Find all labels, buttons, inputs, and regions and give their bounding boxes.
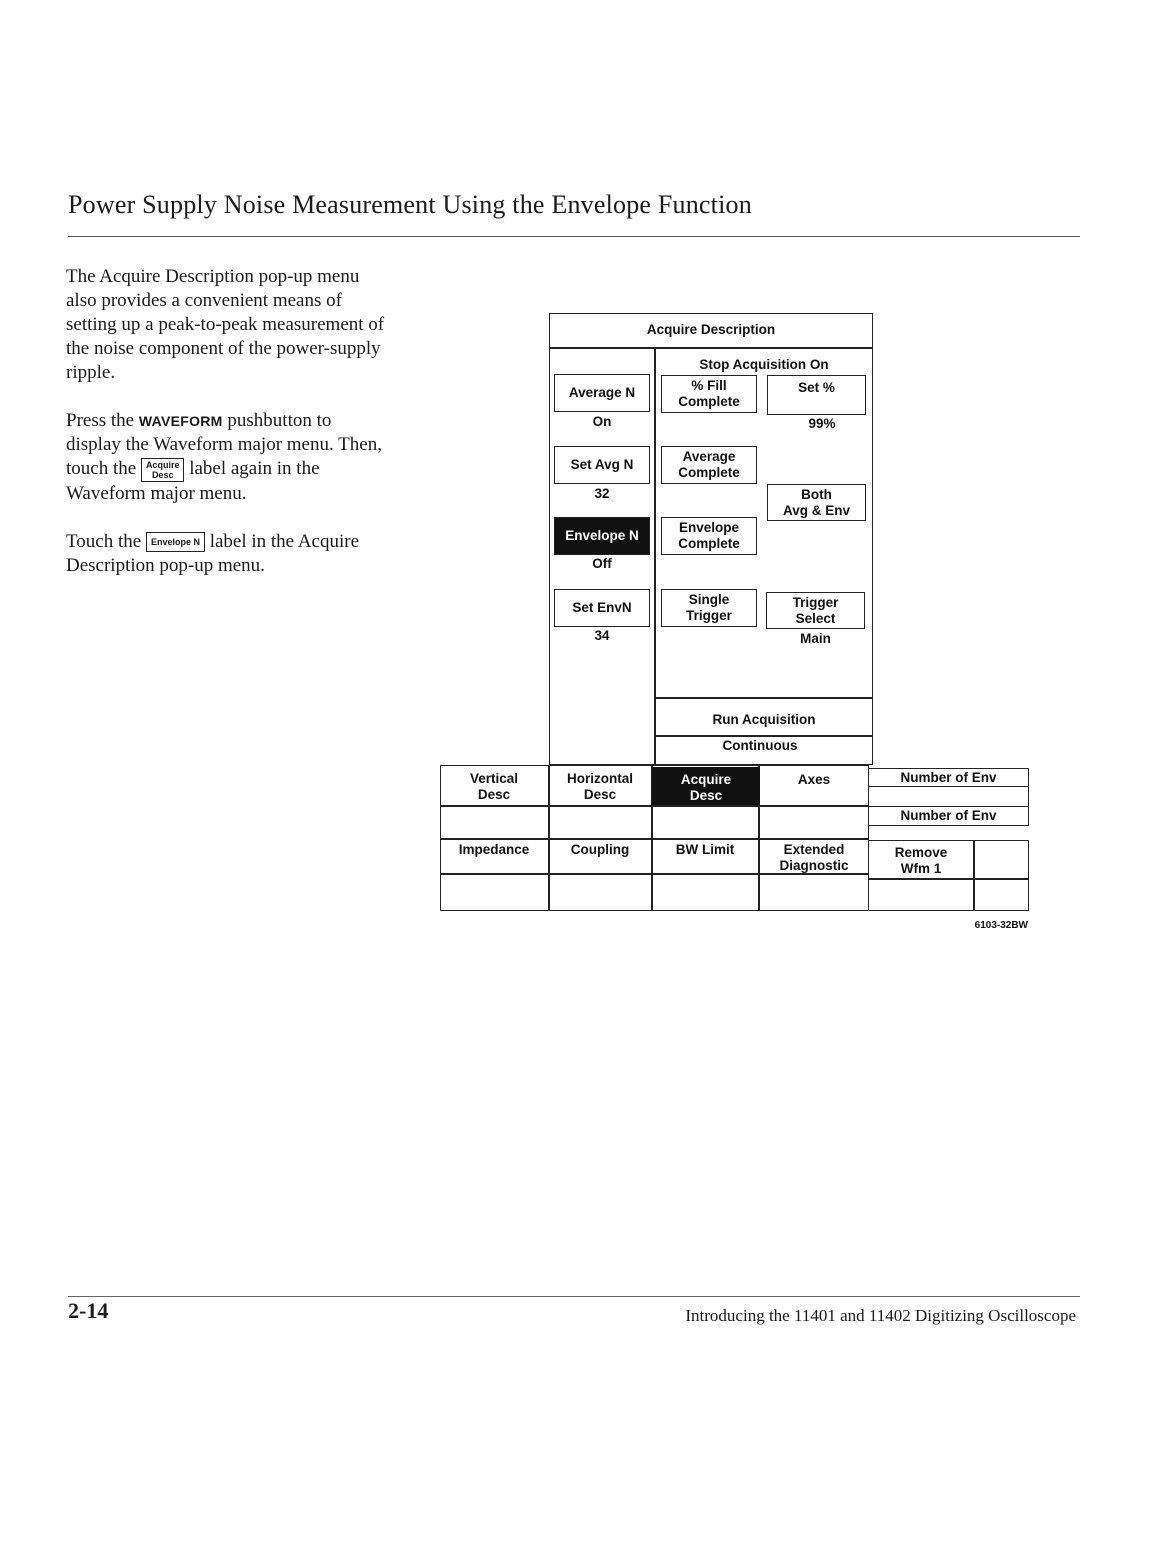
title-rule [68, 236, 1080, 237]
page-title: Power Supply Noise Measurement Using the Envelope Function [68, 190, 752, 219]
envelope-n-value: Off [592, 556, 612, 571]
bw-limit-label[interactable]: BW Limit [675, 842, 735, 857]
label-line: Vertical [469, 770, 519, 786]
book-title: Introducing the 11401 and 11402 Digitizing Oscilloscope [685, 1306, 1076, 1325]
acquire-desc-inline-label [141, 458, 185, 482]
label-line: Horizontal [567, 771, 633, 786]
label-line: Desc [151, 469, 174, 480]
average-n-value: On [592, 414, 612, 429]
set-avg-n-button[interactable]: Set Avg N [554, 446, 650, 484]
vertical-desc-label[interactable] [440, 765, 548, 805]
set-envn-button[interactable]: Set EnvN [554, 589, 650, 627]
set-percent-value: 99% [808, 416, 836, 431]
label-line: Both [801, 486, 832, 502]
label-line: Extended [783, 841, 845, 857]
set-envn-value: 34 [594, 628, 610, 643]
label-line: Complete [678, 536, 740, 551]
label-line: Acquire [680, 771, 732, 787]
extended-diagnostic-label[interactable] [759, 839, 869, 873]
text-run: label in the Acquire Description pop-up menu. [66, 530, 360, 576]
number-of-env-label-2: Number of Env [900, 808, 997, 823]
text-run: Touch the [66, 530, 146, 552]
divider [654, 697, 873, 699]
divider [654, 735, 873, 737]
label-line: Single [688, 592, 730, 607]
label-line: Desc [477, 786, 511, 802]
label-line: Average [682, 449, 736, 464]
menu-cell [868, 786, 1029, 807]
number-of-env-label-1: Number of Env [900, 770, 997, 785]
paragraph-2 [66, 409, 386, 506]
label-line: Complete [678, 394, 740, 409]
remove-wfm-1-label[interactable] [868, 840, 974, 878]
divider [440, 805, 869, 807]
label-line: Wfm 1 [900, 860, 942, 876]
label-line: Desc [689, 787, 723, 803]
divider [868, 878, 1029, 880]
trigger-select-value: Main [800, 631, 831, 646]
label-line: Acquire [145, 459, 180, 470]
envelope-complete-button[interactable] [661, 517, 757, 555]
page-number: 2-14 [68, 1298, 109, 1323]
label-line: Trigger [686, 608, 732, 623]
run-acquisition-header: Run Acquisition [712, 712, 816, 727]
label-line: Avg & Env [782, 502, 850, 518]
both-avg-env-button[interactable] [767, 484, 866, 521]
set-percent-button[interactable]: Set % [767, 375, 866, 415]
horizontal-desc-label[interactable] [549, 765, 651, 805]
divider [654, 347, 656, 765]
text-run: label again in the Waveform major menu. [66, 458, 320, 504]
acquire-desc-label[interactable] [652, 767, 760, 805]
set-avg-n-value: 32 [594, 486, 610, 501]
fill-complete-button[interactable] [661, 375, 757, 413]
average-n-button[interactable]: Average N [554, 374, 650, 412]
footer-rule [68, 1296, 1080, 1297]
label-line: Envelope [678, 520, 740, 535]
axes-label[interactable]: Axes [797, 772, 831, 787]
stop-acquisition-header: Stop Acquisition On [699, 357, 829, 372]
label-line: Select [795, 610, 836, 626]
figure-id: 6103-32BW [974, 920, 1028, 931]
text-run: Press the [66, 410, 139, 431]
waveform-key: WAVEFORM [138, 413, 223, 429]
label-line: Complete [678, 465, 740, 480]
paragraph-3 [66, 530, 386, 578]
label-line: Desc [583, 787, 617, 802]
average-complete-button[interactable] [661, 446, 757, 484]
label-line: Remove [894, 844, 948, 860]
popup-title: Acquire Description [646, 322, 776, 337]
envelope-n-button[interactable]: Envelope N [554, 517, 650, 555]
envelope-n-inline-label: Envelope N [146, 532, 205, 552]
label-line: % Fill [691, 378, 727, 393]
divider [549, 347, 873, 349]
label-line: Diagnostic [779, 857, 849, 873]
impedance-label[interactable]: Impedance [458, 842, 530, 857]
body-text [66, 265, 386, 602]
paragraph-1: The Acquire Description pop-up menu also provides a convenient means of setting up a peak-to-peak measurement of the noise component of the power-supply ripple. [66, 266, 385, 383]
label-line: Trigger [792, 594, 839, 610]
run-acquisition-value: Continuous [722, 738, 798, 753]
trigger-select-button[interactable] [766, 592, 865, 629]
text-run: pushbutton to display the Waveform major menu. Then, touch the [66, 410, 382, 479]
single-trigger-button[interactable] [661, 589, 757, 627]
coupling-label[interactable]: Coupling [570, 842, 630, 857]
